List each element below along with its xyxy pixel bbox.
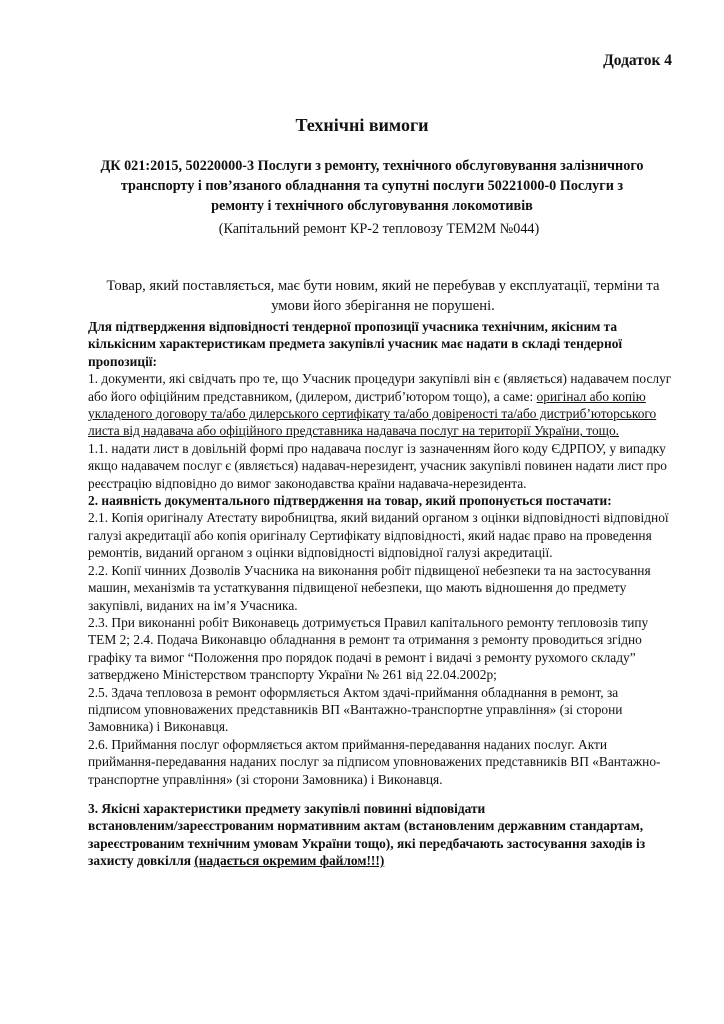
item-2-3 <box>88 614 688 684</box>
item-line: 3. Якісні характеристики предмету закупівлі повинні відповідати <box>88 800 486 816</box>
item-text: захисту довкілля <box>88 853 195 869</box>
intro-line: умови його зберігання не порушені. <box>271 298 495 314</box>
item-2-heading: 2. наявність документального підтвердження на товар, який пропонується постачати: <box>88 493 612 509</box>
spacer <box>88 788 688 800</box>
heading-line: Для підтвердження відповідності тендерної пропозиції учасника технічним, якісним та <box>88 319 618 334</box>
procurement-subject <box>70 156 674 216</box>
item-line: підписом уповноважених представників ВП «Вантажно-транспортне управління» (зі сторони <box>88 701 623 717</box>
item-2-2 <box>88 562 688 614</box>
item-1-1 <box>88 440 688 492</box>
item-text: або його офіційним представником, (дилером, дистриб’ютором тощо), а саме: <box>88 388 537 404</box>
item-line: закупівлі, виданих на ім’я Учасника. <box>88 597 298 613</box>
item-line: 1. документи, які свідчать про те, що Учасник процедури закупівлі він є (являється) надавачем послуг <box>88 371 672 387</box>
item-line: затверджено Міністерством транспорту України № 261 від 22.04.2002р; <box>88 667 497 683</box>
underlined-note: (надається окремим файлом!!!) <box>194 853 385 869</box>
requirements-body <box>88 318 688 870</box>
item-line: 2.6. Приймання послуг оформляється актом приймання-передавання наданих послуг. Акти <box>88 736 608 752</box>
item-line: 1.1. надати лист в довільній формі про надавача послуг із зазначенням його коду ЄДРПОУ, у випадку <box>88 440 666 456</box>
item-line <box>88 388 688 405</box>
item-line: транспортне управління» (зі сторони Замовника) і Виконавця. <box>88 771 443 787</box>
underlined-text: укладеного договору та/або дилерського сертифікату та/або довіреності та/або дистриб’юторського <box>88 406 657 422</box>
item-2-5 <box>88 684 688 736</box>
intro-line: Товар, який поставляється, має бути новим, який не перебував у експлуатації, терміни та <box>106 278 660 294</box>
document-title: Технічні вимоги <box>295 115 429 135</box>
item-line: приймання-передавання наданих послуг за підписом уповноважених представників ВП «Вантажно- <box>88 754 661 770</box>
item-line: встановленим/зареєстрованим нормативним актам (встановленим державним стандартам, <box>88 818 644 834</box>
item-line: реєстрацію відповідно до вимог законодавства країни надавача-нерезидента. <box>88 475 527 491</box>
item-line: машин, механізмів та устаткування підвищеної небезпеки, що мають відношення до предмету <box>88 580 627 596</box>
heading-line: пропозиції: <box>88 353 157 369</box>
subject-line: ДК 021:2015, 50220000-3 Послуги з ремонту, технічного обслуговування залізничного <box>100 158 644 174</box>
item-2-6 <box>88 736 688 788</box>
item-line: 2.3. При виконанні робіт Виконавець дотримується Правил капітального ремонту тепловозів типу <box>88 614 649 630</box>
intro-paragraph <box>80 276 686 316</box>
item-line: графіку та вимог “Положення про порядок подачі в ремонт і видачі з ремонту рухомого складу” <box>88 649 636 665</box>
heading-line: кількісним характеристикам предмета закупівлі учасник має надати в складі тендерної <box>88 336 623 352</box>
item-line: галузі акредитації або копія оригіналу Сертифікату відповідності, який надає право на проведення <box>88 527 652 543</box>
addendum-label: Додаток 4 <box>603 52 672 69</box>
item-line: 2.5. Здача тепловоза в ремонт оформляється Актом здачі-приймання обладнання в ремонт, за <box>88 684 619 700</box>
item-line: Замовника) і Виконавця. <box>88 719 229 735</box>
item-2-1 <box>88 509 688 561</box>
item-line: зареєстрованим технічним умовам України тощо), які передбачають застосування заходів із <box>88 835 646 851</box>
item-line: 2.1. Копія оригіналу Атестату виробництва, який виданий органом з оцінки відповідності відповідної <box>88 510 669 526</box>
underlined-text: оригінал або копію <box>536 388 646 404</box>
requirements-heading <box>88 318 688 370</box>
item-line: ремонтів, виданий органом з оцінки відповідності відповідної галузі акредитації. <box>88 545 553 561</box>
item-3 <box>88 800 688 870</box>
underlined-text: листа від надавача або офіційного представника надавача послуг на території України, тощо. <box>88 423 620 439</box>
item-line <box>88 852 688 869</box>
subject-line: ремонту і технічного обслуговування локомотивів <box>211 198 533 214</box>
subject-line: транспорту і пов’язаного обладнання та супутні послуги 50221000-0 Послуги з <box>120 178 624 194</box>
document-subtitle: (Капітальний ремонт КР-2 тепловозу ТЕМ2М №044) <box>218 221 540 237</box>
item-line: ТЕМ 2; 2.4. Подача Виконавцю обладнання в ремонт та отримання з ремонту проводиться згідно <box>88 632 642 648</box>
item-line: якщо надавачем послуг є (являється) надавач-нерезидент, учасник закупівлі повинен надати лист про <box>88 458 667 474</box>
item-line: 2.2. Копії чинних Дозволів Учасника на виконання робіт підвищеної небезпеки та на застосування <box>88 562 651 578</box>
item-1 <box>88 370 688 440</box>
